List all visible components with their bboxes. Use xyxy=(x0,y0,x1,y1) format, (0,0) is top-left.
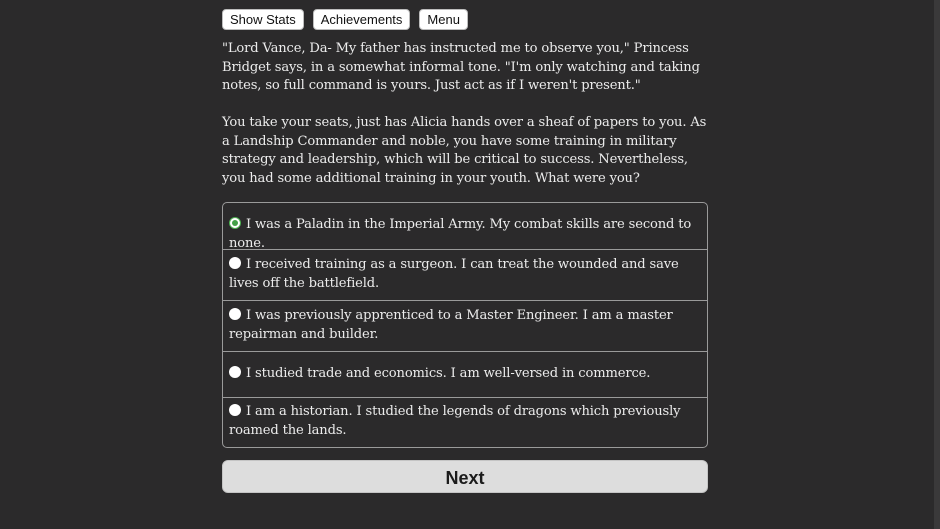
choice-list xyxy=(222,202,708,448)
choice-label: I studied trade and economics. I am well-versed in commerce. xyxy=(246,366,651,381)
story-paragraph: You take your seats, just has Alicia hands over a sheaf of papers to you. As a Landship Commander and noble, you have some training in military strategy and leadership, which will be critical to success. Nevertheless, you had some additional training in your youth. What were you? xyxy=(222,115,707,186)
radio-icon[interactable] xyxy=(229,257,241,269)
next-button[interactable]: Next xyxy=(222,460,708,493)
show-stats-button[interactable]: Show Stats xyxy=(222,9,304,30)
page-scrollbar[interactable] xyxy=(934,0,940,529)
choice-label: I was previously apprenticed to a Master Engineer. I am a master repairman and builder. xyxy=(229,308,673,342)
radio-icon[interactable] xyxy=(229,308,241,320)
top-button-bar xyxy=(222,9,468,30)
choice-option-surgeon[interactable] xyxy=(223,249,707,300)
story-text xyxy=(222,40,708,207)
radio-icon[interactable] xyxy=(229,366,241,378)
radio-selected-icon[interactable] xyxy=(229,217,241,229)
achievements-button[interactable]: Achievements xyxy=(313,9,411,30)
radio-icon[interactable] xyxy=(229,404,241,416)
choice-label: I am a historian. I studied the legends of dragons which previously roamed the lands. xyxy=(229,404,681,438)
menu-button[interactable]: Menu xyxy=(419,9,468,30)
choice-label: I was a Paladin in the Imperial Army. My combat skills are second to none. xyxy=(229,217,692,251)
story-paragraph: "Lord Vance, Da- My father has instructed me to observe you," Princess Bridget says, in a somewhat informal tone. "I'm only watching and taking notes, so full command is yours. Just act as if I weren't present." xyxy=(222,41,700,93)
choice-option-historian[interactable] xyxy=(223,397,707,447)
choice-option-paladin[interactable] xyxy=(223,203,707,249)
choice-option-trade[interactable] xyxy=(223,351,707,397)
choice-label: I received training as a surgeon. I can treat the wounded and save lives off the battlefield. xyxy=(229,257,679,291)
choice-option-engineer[interactable] xyxy=(223,300,707,351)
